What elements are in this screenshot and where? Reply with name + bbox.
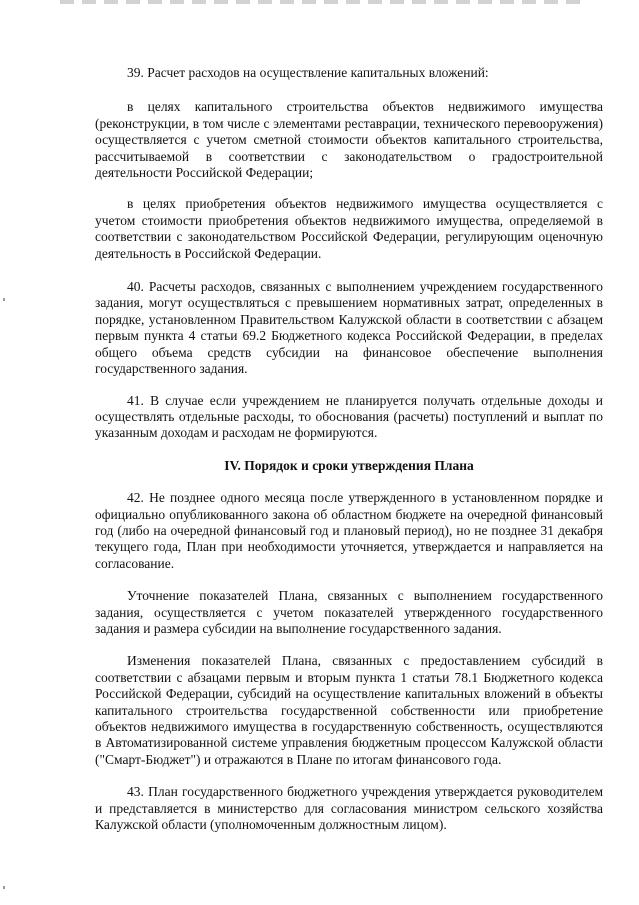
scan-speck bbox=[3, 298, 5, 301]
paragraph-39: 39. Расчет расходов на осуществление капитальных вложений: bbox=[127, 65, 489, 80]
section-heading: IV. Порядок и сроки утверждения Плана bbox=[224, 457, 474, 473]
scan-speck bbox=[3, 886, 5, 889]
paragraph-42: 42. Не позднее одного месяца после утвержденного в установленном порядке и официально опубликованного закона об областном бюджете на очередной финансовый год (либо на очередной финансовый год и плановый период), но не позднее 31 декабря текущего года, План при необходимости уточняется, утверждается и направляется на согласование. bbox=[95, 490, 603, 571]
paragraph-39-acquisition: в целях приобретения объектов недвижимого имущества осуществляется с учетом стоимости приобретения объектов недвижимого имущества, определяемой в соответствии с законодательством Российской Федерации, регулирующим оценочную деятельность в Российской Федерации. bbox=[95, 196, 603, 261]
paragraph-43: 43. План государственного бюджетного учреждения утверждается руководителем и представляется в министерство для согласования министром сельского хозяйства Калужской области (уполномоченным должностным лицом). bbox=[95, 784, 603, 833]
paragraph-42-changes: Изменения показателей Плана, связанных с предоставлением субсидий в соответствии с абзацами первым и вторым пункта 1 статьи 78.1 Бюджетного кодекса Российской Федерации, субсидий на осуществление капитальных вложений в объекты капитального строительства государственной собственности или приобретение объектов недвижимого имущества в государственную собственность, осуществляются в Автоматизированной системе управления бюджетным процессом Калужской области ("Смарт-Бюджет") и отражаются в Плане по итогам финансового года. bbox=[95, 653, 603, 767]
scan-artifact-top bbox=[60, 0, 580, 4]
paragraph-39-construction: в целях капитального строительства объектов недвижимого имущества (реконструкции, в том числе с элементами реставрации, технического перевооружения) осуществляется с учетом сметной стоимости объектов капитального строительства, рассчитываемой в соответствии с законодательством о градостроительной деятельности Российской Федерации; bbox=[95, 99, 603, 181]
paragraph-42-refinement: Уточнение показателей Плана, связанных с выполнением государственного задания, осуществляется с учетом показателей утвержденного государственного задания и размера субсидии на выполнение государственного задания. bbox=[95, 588, 603, 636]
paragraph-40: 40. Расчеты расходов, связанных с выполнением учреждением государственного задания, могут осуществляться с превышением нормативных затрат, определенных в порядке, установленном Правительством Калужской области в соответствии с абзацем первым пункта 4 статьи 69.2 Бюджетного кодекса Российской Федерации, в пределах общего объема средств субсидии на финансовое обеспечение выполнения государственного задания. bbox=[95, 279, 603, 377]
document-page bbox=[95, 62, 603, 833]
paragraph-41: 41. В случае если учреждением не планируется получать отдельные доходы и осуществлять отдельные расходы, то обоснования (расчеты) поступлений и выплат по указанным доходам и расходам не формируются. bbox=[95, 392, 603, 441]
